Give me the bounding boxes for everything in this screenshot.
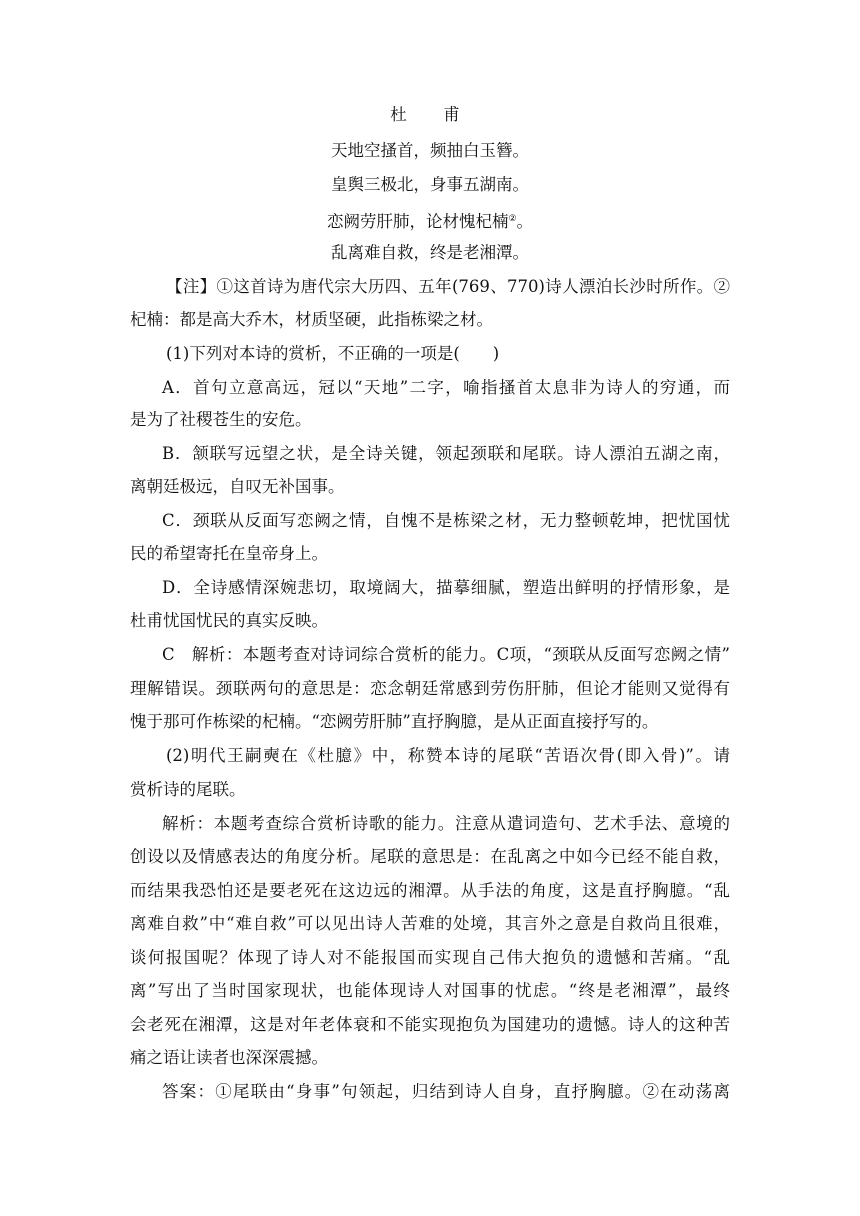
q2-analysis-line-3: 而结果我恐怕还是要老死在这边远的湘潭。从手法的角度，这是直抒胸臆。“乱 xyxy=(130,881,730,900)
option-c-line-1: C．颈联从反面写恋阙之情，自愧不是栋梁之材，无力整顿乾坤，把忧国忧 xyxy=(162,511,730,530)
note-line-1: 【注】①这首诗为唐代宗大历四、五年(769、770)诗人漂泊长沙时所作。② xyxy=(166,277,730,296)
q2-analysis-line-6: 离”写出了当时国家现状，也能体现诗人对国事的忧虑。“终是老湘潭”，最终 xyxy=(130,981,730,1000)
note-marker: ② xyxy=(508,214,517,224)
q2-analysis-line-8: 痛之语让读者也深深震撼。 xyxy=(130,1048,328,1067)
option-d-line-2: 杜甫忧国忧民的真实反映。 xyxy=(130,611,328,630)
poem-author: 杜 甫 xyxy=(390,105,470,124)
poem-line-4: 乱离难自救，终是老湘潭。 xyxy=(331,243,529,262)
option-a-line-1: A．首句立意高远，冠以“天地”二字，喻指搔首太息非为诗人的穷通，而 xyxy=(162,378,730,397)
poem-line-3 xyxy=(130,208,730,233)
q2-analysis-line-1: 解析：本题考查综合赏析诗歌的能力。注意从遣词造句、艺术手法、意境的 xyxy=(162,814,730,833)
note-line-2: 杞楠：都是高大乔木，材质坚硬，此指栋梁之材。 xyxy=(130,310,493,329)
q1-analysis-line-3: 愧于那可作栋梁的杞楠。“恋阙劳肝肺”直抒胸臆，是从正面直接抒写的。 xyxy=(130,712,659,731)
q1-analysis-line-2: 理解错误。颈联两句的意思是：恋念朝廷常感到劳伤肝肺，但论才能则又觉得有 xyxy=(130,679,730,698)
q2-stem-line-2: 赏析诗的尾联。 xyxy=(130,780,246,799)
poem-line-3-text: 恋阙劳肝肺，论材愧杞楠 xyxy=(326,212,509,231)
poem-line-2: 皇舆三极北，身事五湖南。 xyxy=(331,175,529,194)
poem-line-3-end: 。 xyxy=(516,212,534,231)
q2-analysis-line-5: 谈何报国呢？体现了诗人对不能报国而实现自己伟大抱负的遗憾和苦痛。“乱 xyxy=(130,948,730,967)
q2-analysis-line-4: 离难自救”中“难自救”可以见出诗人苦难的处境，其言外之意是自救尚且很难， xyxy=(130,914,730,933)
q2-analysis-line-2: 创设以及情感表达的角度分析。尾联的意思是：在乱离之中如今已经不能自救， xyxy=(130,847,730,866)
answer-line-1: 答案：①尾联由“身事”句领起，归结到诗人自身，直抒胸臆。②在动荡离 xyxy=(162,1082,730,1101)
q1-analysis-line-1: C 解析：本题考查对诗词综合赏析的能力。C项，“颈联从反面写恋阙之情” xyxy=(162,645,730,664)
q2-stem-line-1: (2)明代王嗣奭在《杜臆》中，称赞本诗的尾联“苦语次骨(即入骨)”。请 xyxy=(166,746,730,765)
q2-analysis-line-7: 会老死在湘潭，这是对年老体衰和不能实现抱负为国建功的遗憾。诗人的这种苦 xyxy=(130,1015,730,1034)
q1-stem: (1)下列对本诗的赏析，不正确的一项是( ) xyxy=(166,344,500,363)
option-a-line-2: 是为了社稷苍生的安危。 xyxy=(130,410,312,429)
option-b-line-2: 离朝廷极远，自叹无补国事。 xyxy=(130,477,345,496)
poem-line-1: 天地空搔首，频抽白玉簪。 xyxy=(331,141,529,160)
option-b-line-1: B．颔联写远望之状，是全诗关键，领起颈联和尾联。诗人漂泊五湖之南， xyxy=(162,444,730,463)
option-d-line-1: D．全诗感情深婉悲切，取境阔大，描摹细腻，塑造出鲜明的抒情形象，是 xyxy=(162,578,730,597)
option-c-line-2: 民的希望寄托在皇帝身上。 xyxy=(130,544,328,563)
